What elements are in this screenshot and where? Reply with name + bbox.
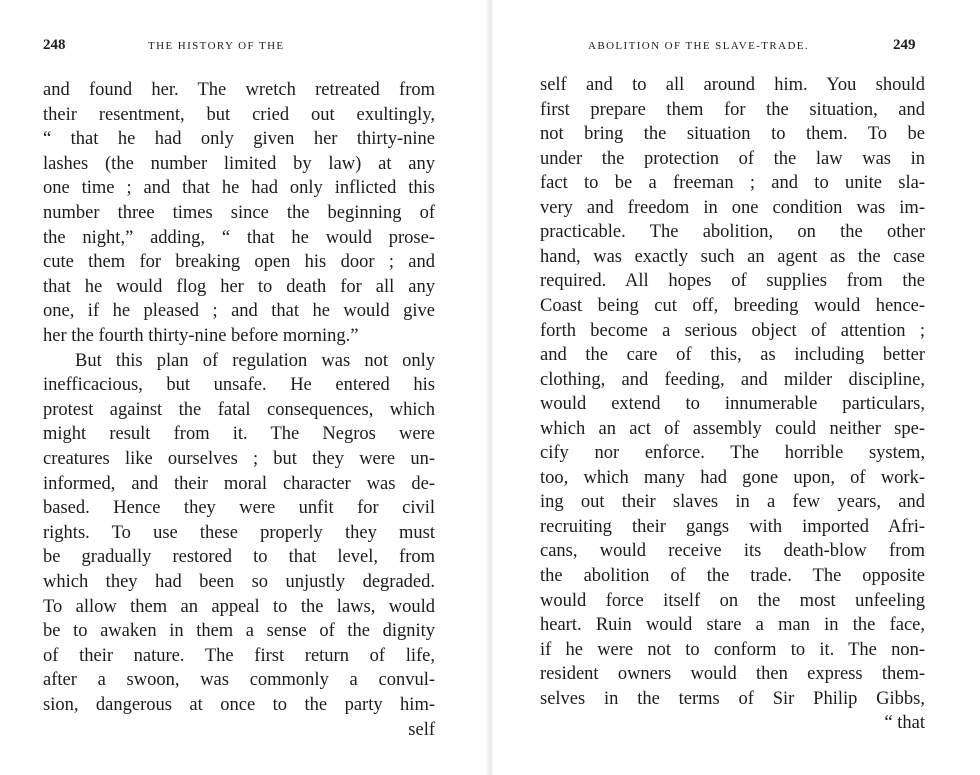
text-line: and the care of this, as including better — [540, 345, 925, 366]
text-line: one, if he pleased ; and that he would give — [43, 301, 435, 322]
text-line: But this plan of regulation was not only — [75, 350, 435, 371]
running-head: THE HISTORY OF THE — [148, 40, 285, 52]
text-line: ing out their slaves in a few years, and — [540, 492, 925, 513]
text-line: creatures like ourselves ; but they were un- — [43, 449, 435, 469]
text-line: self — [408, 719, 435, 740]
text-line: of their nature. The first return of life, — [43, 645, 435, 666]
text-line: not bring the situation to them. To be — [540, 124, 925, 145]
text-line: selves in the terms of Sir Philip Gibbs, — [540, 688, 925, 709]
text-line: self and to all around him. You should — [540, 75, 925, 95]
text-line: informed, and their moral character was de- — [43, 473, 435, 494]
text-line: “ that he had only given her thirty-nine — [43, 129, 435, 150]
text-line: cute them for breaking open his door ; and — [43, 252, 435, 273]
text-line: one time ; and that he had only inflicted this — [43, 178, 435, 199]
text-line: very and freedom in one condition was im- — [540, 197, 925, 218]
text-line: protest against the fatal consequences, which — [43, 399, 435, 420]
text-line: if he were not to conform to it. The non- — [540, 639, 925, 660]
text-line: be gradually restored to that level, from — [43, 547, 435, 568]
text-line: based. Hence they were unfit for civil — [43, 498, 435, 519]
text-line: might result from it. The Negros were — [43, 424, 435, 445]
text-line: rights. To use these properly they must — [43, 522, 435, 543]
text-line: which an act of assembly could neither spe- — [540, 418, 925, 439]
text-line: lashes (the number limited by law) at any — [43, 153, 435, 174]
text-line: the night,” adding, “ that he would prose- — [43, 227, 435, 248]
right-page — [490, 0, 980, 775]
text-line: would force itself on the most unfeeling — [540, 590, 925, 611]
text-line: recruiting their gangs with imported Afri- — [540, 516, 925, 537]
running-head: ABOLITION OF THE SLAVE-TRADE. — [588, 40, 810, 52]
text-line: clothing, and feeding, and milder discipline, — [540, 369, 925, 390]
page-number: 248 — [43, 37, 66, 53]
text-line: required. All hopes of supplies from the — [540, 271, 925, 292]
text-line: first prepare them for the situation, and — [540, 99, 925, 120]
text-line: To allow them an appeal to the laws, would — [43, 596, 435, 617]
text-line: resident owners would then express them- — [540, 664, 925, 685]
text-line: under the protection of the law was in — [540, 148, 925, 169]
text-line: would extend to innumerable particulars, — [540, 394, 925, 415]
text-line: their resentment, but cried out exultingly, — [43, 104, 435, 125]
text-line: Coast being cut off, breeding would hence- — [540, 295, 925, 316]
text-line: inefficacious, but unsafe. He entered his — [43, 375, 435, 396]
text-line: practicable. The abolition, on the other — [540, 222, 925, 243]
text-line: after a swoon, was commonly a convul- — [43, 670, 435, 691]
text-line: and found her. The wretch retreated from — [43, 80, 435, 100]
text-line: heart. Ruin would stare a man in the face, — [540, 615, 925, 636]
text-line: cify nor enforce. The horrible system, — [540, 443, 925, 464]
text-line: be to awaken in them a sense of the dignity — [43, 621, 435, 642]
text-line: fact to be a freeman ; and to unite sla- — [540, 173, 925, 194]
text-line: the abolition of the trade. The opposite — [540, 566, 925, 586]
text-line: number three times since the beginning of — [43, 203, 435, 223]
text-line: “ that — [884, 713, 925, 734]
page-number: 249 — [893, 37, 916, 53]
text-line: cans, would receive its death-blow from — [540, 541, 925, 562]
text-line: forth become a serious object of attention ; — [540, 320, 925, 341]
text-line: her the fourth thirty-nine before morning.” — [43, 326, 359, 346]
text-line: which they had been so unjustly degraded. — [43, 572, 435, 592]
text-line: too, which many had gone upon, of work- — [540, 467, 925, 488]
text-line: hand, was exactly such an agent as the case — [540, 246, 925, 267]
text-line: sion, dangerous at once to the party him- — [43, 695, 435, 715]
text-line: that he would flog her to death for all any — [43, 276, 435, 297]
